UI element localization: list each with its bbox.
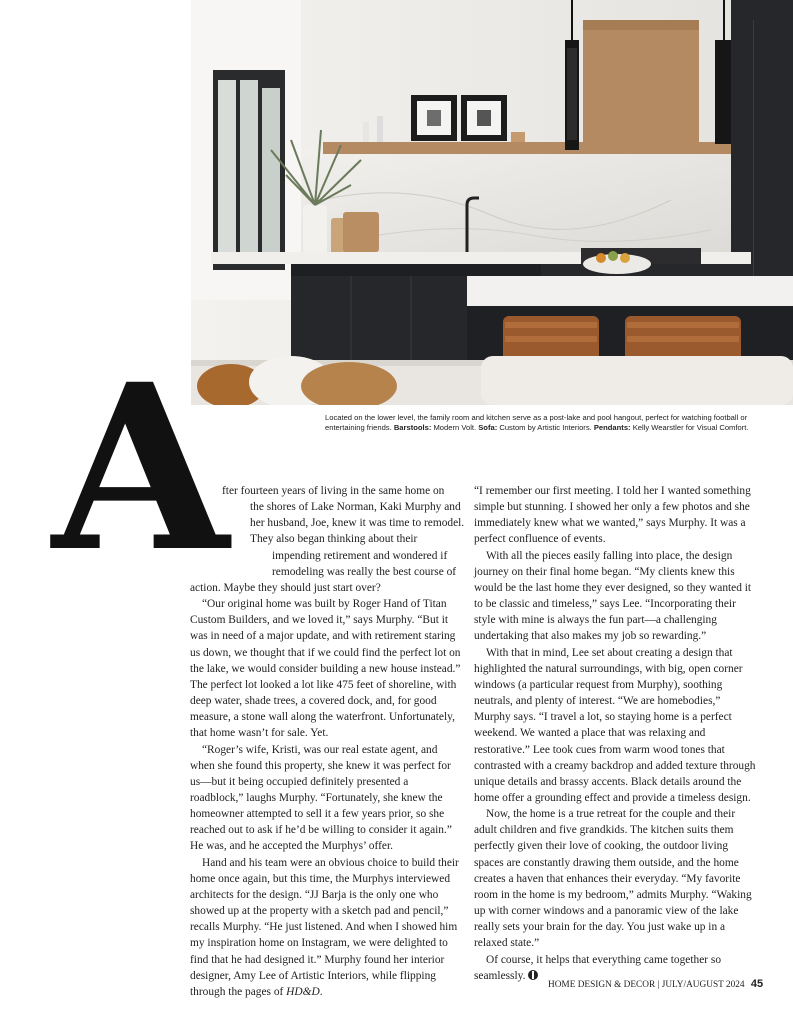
text-line: her husband, Joe, knew it was time to remodel. — [250, 517, 465, 530]
paragraph: “Our original home was built by Roger Hand of Titan Custom Builders, and we loved it,” says Murphy. “But it was in need of a major update, and with retirement staring us down, we thought that if we could find the perfect lot on the lake, we would consider building a new house instead.” The perfect lot looked a lot like 475 feet of shoreline, with deep water, shade trees, a covered dock, and, for good measure, a stone wall along the waterfront. Unfortunately, that home wasn’t for sale. Yet. — [190, 598, 461, 740]
paragraph-text: Hand and his team were an obvious choice to build their home once again, but this time, the Murphys interviewed architects for the design. “JJ Barja is the only one who showed up at the property with a sketch pad and pencil,” recalls Murphy. “He just listened. And when I showed him my inspiration home on Instagram, we were delighted to find that he had designed it.” Murphy found her interior designer, Amy Lee of Artistic Interiors, while flipping through the pages of — [190, 856, 459, 998]
paragraph-end: . — [319, 985, 323, 998]
text-line: They also began thinking about their — [250, 533, 418, 546]
text-line: fter fourteen years of living in the same home on — [222, 485, 445, 497]
magazine-title: HOME DESIGN & DECOR — [548, 980, 656, 990]
paragraph — [190, 855, 462, 1000]
paragraph: With that in mind, Lee set about creating a design that highlighted the natural surroundings, with big, open corner windows (a particular request from Murphy), soothing neutrals, and plenty of interest. “We are homebodies,” Murphy says. “I travel a lot, so staying home is a perfect weekend. We wanted a place that was relaxing and restorative.” Lee took cues from warm wood tones that contrasted with a creamy backdrop and added texture through unique details and brassy accents. Black details around the home offer a grounding effect and provide a timeless design. — [474, 646, 756, 804]
paragraph: With all the pieces easily falling into place, the design journey on their final home began. “My clients knew this would be the last home they ever designed, so they wanted it to be classic and timeless,” says Lee. “Incorporating their style with mine is always the fun part—a challenging undertaking that also makes my job so rewarding.” — [474, 549, 752, 643]
text-line: action. Maybe they should just start over? — [190, 581, 381, 594]
caption-value-barstools: Modern Volt. — [431, 423, 479, 432]
issue-date: JULY/AUGUST 2024 — [661, 980, 745, 990]
article-column-left — [190, 483, 465, 1000]
magazine-name: HD&D — [286, 985, 320, 998]
page-footer — [548, 978, 764, 990]
caption-value-pendants: Kelly Wearstler for Visual Comfort. — [630, 423, 749, 432]
text-line: remodeling was really the best course of — [272, 565, 457, 578]
caption-value-sofa: Custom by Artistic Interiors. — [497, 423, 594, 432]
paragraph: “I remember our first meeting. I told her I wanted something simple but stunning. I showed her only a few photos and she immediately knew what we wanted,” says Murphy. It was a perfect confluence of events. — [474, 485, 751, 546]
caption-label-sofa: Sofa: — [478, 423, 498, 432]
footer-separator: | — [657, 980, 660, 990]
paragraph-text: Of course, it helps that everything came together so seamlessly. — [474, 953, 722, 982]
kitchen-photo — [191, 0, 793, 405]
caption-label-barstools: Barstools: — [393, 423, 432, 432]
article-column-right — [474, 483, 757, 984]
text-line: impending retirement and wondered if — [272, 549, 448, 562]
page-number: 45 — [750, 978, 764, 990]
drop-cap: A — [52, 334, 225, 602]
end-mark-icon — [528, 970, 538, 980]
photo-caption — [325, 413, 780, 433]
paragraph: “Roger’s wife, Kristi, was our real estate agent, and when she found this property, she knew it was perfect for us—but it being occupied definitely presented a roadblock,” laughs Murphy. “Fortunately, she knew the homeowner attempted to sell it a few years prior, so she reached out to ask if he’d be willing to consider it again.” He was, and he accepted the Murphys’ offer. — [190, 743, 452, 853]
opening-paragraph — [190, 483, 465, 596]
caption-text: Located on the lower level, the family room and kitchen serve as a post-lake and pool hangout, perfect for watching football or entertaining friends. — [325, 413, 748, 432]
paragraph: Now, the home is a true retreat for the couple and their adult children and five grandkids. The kitchen suits them perfectly given their love of cooking, the outdoor living spaces are constantly drawing them outside, and the home creates a haven that enhances their everyday. “My favorite room in the home is my bedroom,” admits Murphy. “Waking up with corner windows and a panoramic view of the lake really sets your brain for the day. You just wake up in a relaxed state.” — [474, 808, 752, 950]
text-line: the shores of Lake Norman, Kaki Murphy and — [250, 501, 461, 514]
caption-label-pendants: Pendants: — [593, 423, 631, 432]
